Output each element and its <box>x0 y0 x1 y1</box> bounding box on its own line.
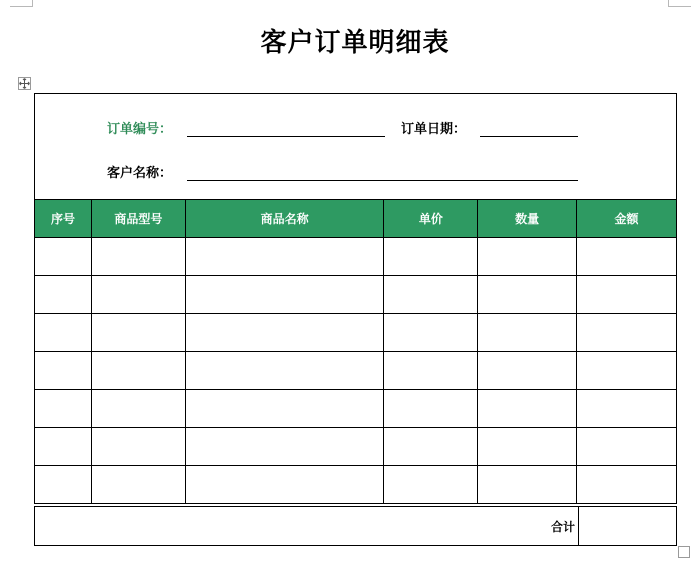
table-body <box>35 238 677 504</box>
table-cell[interactable] <box>384 466 478 504</box>
header-cell: 序号 <box>35 200 92 238</box>
table-row <box>35 276 677 314</box>
table-cell[interactable] <box>478 352 577 390</box>
table-cell[interactable] <box>384 276 478 314</box>
table-cell[interactable] <box>478 314 577 352</box>
table-cell[interactable] <box>384 238 478 276</box>
page-corner-mark-top-left <box>10 0 33 7</box>
table-cell[interactable] <box>185 466 384 504</box>
table-row <box>35 428 677 466</box>
table-cell[interactable] <box>384 428 478 466</box>
table-cell[interactable] <box>35 314 92 352</box>
header-cell: 金额 <box>577 200 677 238</box>
total-row <box>34 506 677 546</box>
table-cell[interactable] <box>91 276 185 314</box>
table-row <box>35 314 677 352</box>
table-row <box>35 390 677 428</box>
table-cell[interactable] <box>577 314 677 352</box>
order-info-section <box>34 93 677 200</box>
order-date-field[interactable] <box>480 136 578 137</box>
table-row <box>35 466 677 504</box>
page-corner-mark-top-right <box>668 0 691 7</box>
order-date-label: 订单日期： <box>401 122 467 137</box>
table-resize-icon[interactable] <box>678 546 690 558</box>
order-number-field[interactable] <box>187 136 385 137</box>
header-cell: 单价 <box>384 200 478 238</box>
table-cell[interactable] <box>478 390 577 428</box>
table-cell[interactable] <box>478 466 577 504</box>
table-cell[interactable] <box>384 314 478 352</box>
table-cell[interactable] <box>91 314 185 352</box>
table-cell[interactable] <box>91 352 185 390</box>
table-cell[interactable] <box>577 428 677 466</box>
table-cell[interactable] <box>35 352 92 390</box>
table-cell[interactable] <box>577 352 677 390</box>
table-cell[interactable] <box>478 238 577 276</box>
header-cell: 商品名称 <box>185 200 384 238</box>
header-cell: 商品型号 <box>91 200 185 238</box>
table-cell[interactable] <box>577 466 677 504</box>
table-cell[interactable] <box>185 390 384 428</box>
table-header-row <box>35 200 677 238</box>
table-cell[interactable] <box>185 238 384 276</box>
table-cell[interactable] <box>185 276 384 314</box>
table-row <box>35 352 677 390</box>
table-cell[interactable] <box>91 428 185 466</box>
table-cell[interactable] <box>35 238 92 276</box>
table-cell[interactable] <box>185 352 384 390</box>
header-cell: 数量 <box>478 200 577 238</box>
table-cell[interactable] <box>185 428 384 466</box>
order-number-label: 订单编号： <box>107 122 173 137</box>
table-cell[interactable] <box>91 238 185 276</box>
table-cell[interactable] <box>577 390 677 428</box>
table-cell[interactable] <box>577 238 677 276</box>
table-cell[interactable] <box>35 276 92 314</box>
table-cell[interactable] <box>577 276 677 314</box>
total-divider <box>578 507 579 545</box>
order-items-table <box>34 199 677 504</box>
table-cell[interactable] <box>91 466 185 504</box>
table-cell[interactable] <box>91 390 185 428</box>
table-cell[interactable] <box>478 276 577 314</box>
table-cell[interactable] <box>478 428 577 466</box>
table-cell[interactable] <box>185 314 384 352</box>
order-form <box>34 93 677 546</box>
table-bottom-rule <box>34 503 677 504</box>
total-label: 合计 <box>550 520 575 534</box>
table-cell[interactable] <box>384 390 478 428</box>
customer-name-label: 客户名称： <box>107 166 173 181</box>
table-cell[interactable] <box>35 390 92 428</box>
table-move-icon[interactable] <box>18 77 31 90</box>
table-cell[interactable] <box>35 466 92 504</box>
customer-name-field[interactable] <box>187 180 578 181</box>
table-cell[interactable] <box>35 428 92 466</box>
table-row <box>35 238 677 276</box>
table-cell[interactable] <box>384 352 478 390</box>
document-title: 客户订单明细表 <box>260 28 450 58</box>
